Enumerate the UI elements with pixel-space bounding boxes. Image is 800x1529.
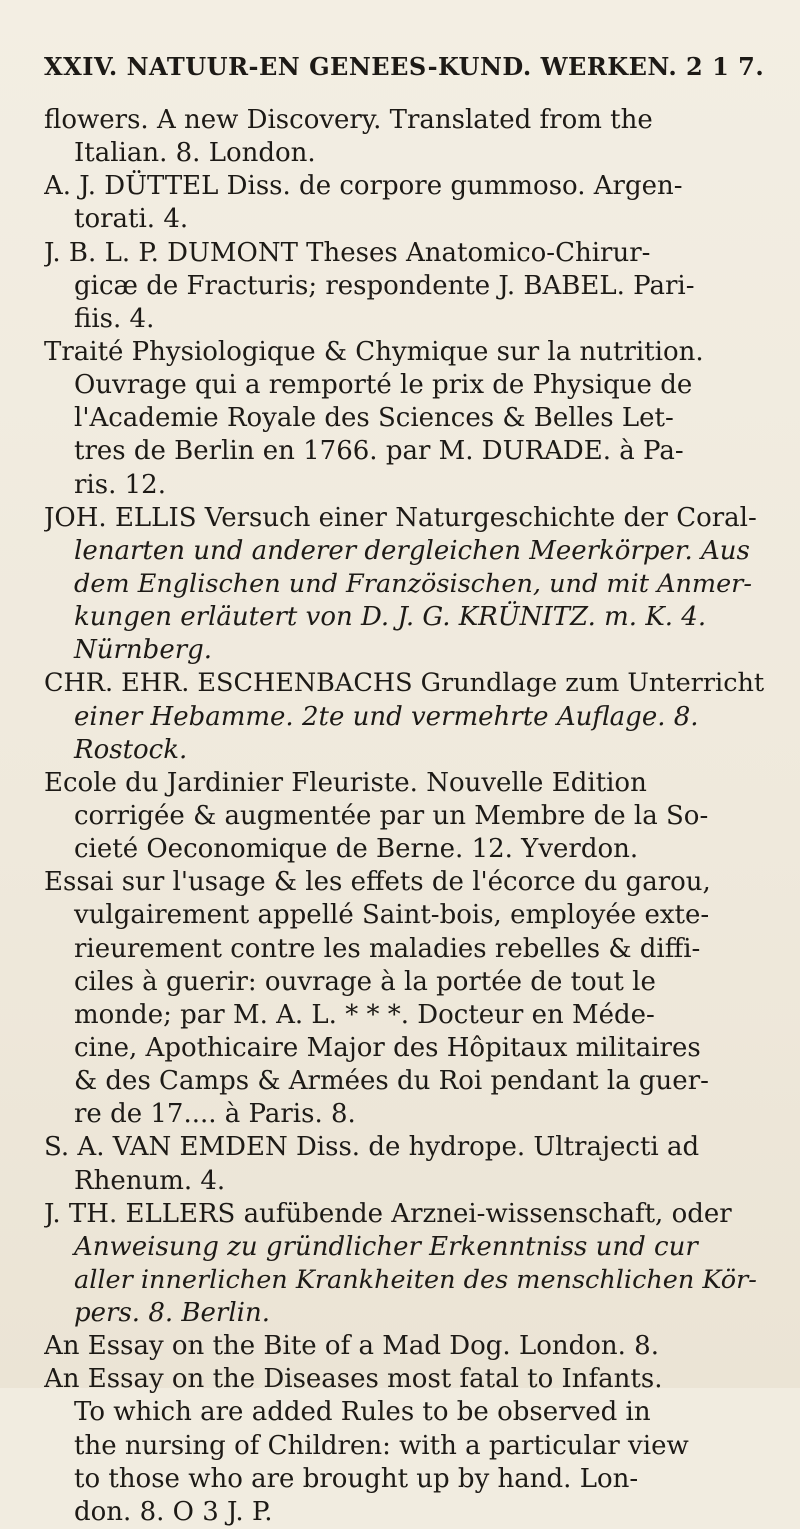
- text-line: re de 17.... à Paris. 8.: [74, 1099, 356, 1130]
- text-line: To which are added Rules to be observed in: [74, 1397, 651, 1428]
- text-line: flowers. A new Discovery. Translated from the: [44, 105, 653, 135]
- text-line: Rostock.: [74, 734, 188, 765]
- text-line: einer Hebamme. 2te und vermehrte Auflage. 8.: [74, 701, 699, 732]
- text-block: [44, 104, 764, 1529]
- text-line: Traité Physiologique & Chymique sur la nutrition.: [44, 336, 704, 367]
- text-line: Ouvrage qui a remporté le prix de Physique de: [74, 370, 693, 401]
- text-line: CHR. EHR. ESCHENBACHS Grundlage zum Unterricht: [44, 668, 764, 699]
- text-line: aller innerlichen Krankheiten des menschlichen Kör-: [74, 1264, 757, 1295]
- text-line: Anweisung zu gründlicher Erkenntniss und cur: [74, 1231, 698, 1262]
- text-line: Italian. 8. London.: [74, 138, 316, 169]
- text-line: Essai sur l'usage & les effets de l'écorce du garou,: [44, 867, 711, 898]
- text-line: don. 8. O 3 J. P.: [74, 1496, 273, 1527]
- text-line: ciles à guerir: ouvrage à la portée de tout le: [74, 966, 656, 997]
- text-line: J. TH. ELLERS aufübende Arznei-wissenschaft, oder: [44, 1198, 732, 1229]
- text-line: An Essay on the Bite of a Mad Dog. London. 8.: [44, 1331, 659, 1362]
- text-line: JOH. ELLIS Versuch einer Naturgeschichte der Coral-: [44, 502, 757, 533]
- text-line: gicæ de Fracturis; respondente J. BABEL. Pari-: [74, 270, 695, 301]
- text-line: kungen erläutert von D. J. G. KRÜNITZ. m. K. 4.: [74, 602, 707, 633]
- text-line: An Essay on the Diseases most fatal to Infants.: [44, 1364, 663, 1395]
- text-line: cieté Oeconomique de Berne. 12. Yverdon.: [74, 834, 639, 865]
- text-line: Nürnberg.: [74, 635, 213, 666]
- text-line: fiis. 4.: [74, 303, 155, 334]
- text-line: S. A. VAN EMDEN Diss. de hydrope. Ultrajecti ad: [44, 1132, 700, 1163]
- text-line: Ecole du Jardinier Fleuriste. Nouvelle Edition: [44, 767, 647, 798]
- text-line: to those who are brought up by hand. Lon-: [74, 1463, 639, 1494]
- text-line: corrigée & augmentée par un Membre de la So-: [74, 800, 709, 831]
- text-line: lenarten und anderer dergleichen Meerkörper. Aus: [74, 535, 750, 566]
- text-line: rieurement contre les maladies rebelles & diffi-: [74, 933, 701, 964]
- page-header: XXIV. NATUUR-EN GENEES-KUND. WERKEN. 2 1 7.: [44, 52, 765, 81]
- text-line: vulgairement appellé Saint-bois, employée exte-: [74, 900, 710, 931]
- text-line: & des Camps & Armées du Roi pendant la guer-: [74, 1066, 709, 1097]
- text-line: torati. 4.: [74, 204, 189, 235]
- text-line: J. B. L. P. DUMONT Theses Anatomico-Chirur-: [44, 237, 651, 268]
- text-line: dem Englischen und Französischen, und mit Anmer-: [74, 568, 752, 599]
- text-line: the nursing of Children: with a particular view: [74, 1430, 689, 1461]
- text-line: pers. 8. Berlin.: [74, 1298, 270, 1329]
- text-line: ris. 12.: [74, 469, 166, 500]
- text-line: tres de Berlin en 1766. par M. DURADE. à Pa-: [74, 436, 684, 467]
- text-line: cine, Apothicaire Major des Hôpitaux militaires: [74, 1032, 701, 1063]
- text-line: l'Academie Royale des Sciences & Belles Let-: [74, 403, 674, 434]
- text-line: monde; par M. A. L. * * *. Docteur en Méde-: [74, 999, 655, 1030]
- text-line: Rhenum. 4.: [74, 1165, 226, 1196]
- text-line: A. J. DÜTTEL Diss. de corpore gummoso. Argen-: [44, 171, 683, 202]
